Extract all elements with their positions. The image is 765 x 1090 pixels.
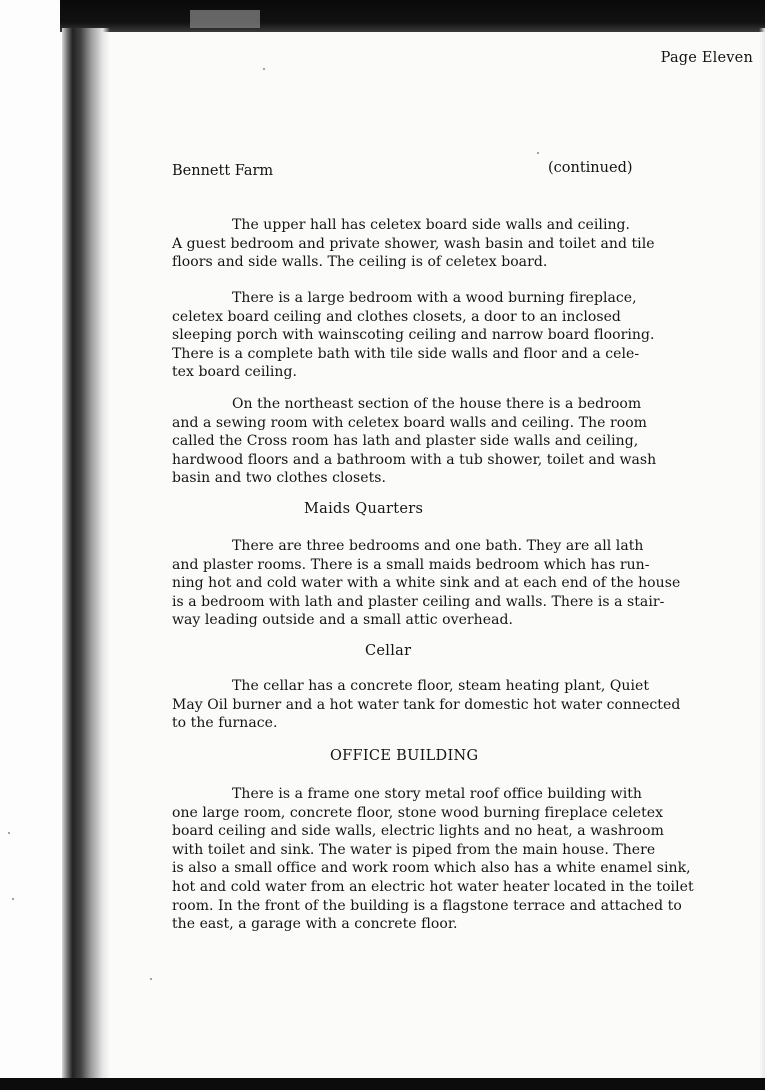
text-line: There are three bedrooms and one bath. They are all lath <box>232 538 644 554</box>
text-line: floors and side walls. The ceiling is of celetex board. <box>172 254 548 271</box>
page-number: Page Eleven <box>660 50 753 66</box>
text-line: and a sewing room with celetex board walls and ceiling. The room <box>172 414 647 431</box>
text-line: The upper hall has celetex board side walls and ceiling. <box>232 217 631 233</box>
text-line: basin and two clothes closets. <box>172 470 386 487</box>
text-line: hot and cold water from an electric hot water heater located in the toilet <box>172 878 694 895</box>
paragraph-cellar <box>172 677 762 733</box>
subheading-maids-quarters: Maids Quarters <box>304 501 424 517</box>
text-line: the east, a garage with a concrete floor. <box>172 916 458 933</box>
text-line: celetex board ceiling and clothes closets, a door to an inclosed <box>172 308 621 325</box>
text-line: hardwood floors and a bathroom with a tub shower, toilet and wash <box>172 451 657 468</box>
text-line: called the Cross room has lath and plaster side walls and ceiling, <box>172 433 639 450</box>
text-line: and plaster rooms. There is a small maids bedroom which has run- <box>172 556 650 573</box>
text-line: one large room, concrete floor, stone wood burning fireplace celetex <box>172 804 664 821</box>
paragraph-large-bedroom <box>172 289 762 382</box>
text-line: room. In the front of the building is a flagstone terrace and attached to <box>172 897 682 914</box>
scan-speck <box>12 898 14 900</box>
text-line: ning hot and cold water with a white sink and at each end of the house <box>172 575 681 592</box>
scan-speck <box>537 152 539 154</box>
text-line: There is a complete bath with tile side walls and floor and a cele- <box>172 345 640 362</box>
scan-top-edge <box>60 0 765 32</box>
scan-binding-shadow <box>62 28 110 1080</box>
paragraph-maids-quarters <box>172 537 762 630</box>
paragraph-upper-hall <box>172 216 762 272</box>
text-line: with toilet and sink. The water is piped from the main house. There <box>172 841 656 858</box>
scan-margin <box>0 0 62 1090</box>
text-line: way leading outside and a small attic overhead. <box>172 612 513 629</box>
subheading-office-building: OFFICE BUILDING <box>330 748 479 764</box>
text-line: On the northeast section of the house there is a bedroom <box>232 396 642 412</box>
scan-speck <box>150 978 152 980</box>
text-line: board ceiling and side walls, electric lights and no heat, a washroom <box>172 823 664 840</box>
scan-smudge <box>190 10 260 28</box>
paragraph-office-building <box>172 785 762 934</box>
scan-speck <box>8 832 10 834</box>
text-line: is a bedroom with lath and plaster ceiling and walls. There is a stair- <box>172 593 665 610</box>
scan-speck <box>263 68 265 70</box>
text-line: May Oil burner and a hot water tank for domestic hot water connected <box>172 696 681 713</box>
text-line: sleeping porch with wainscoting ceiling and narrow board flooring. <box>172 327 655 344</box>
paragraph-northeast-section <box>172 395 762 488</box>
text-line: is also a small office and work room which also has a white enamel sink, <box>172 860 691 877</box>
text-line: The cellar has a concrete floor, steam heating plant, Quiet <box>232 678 650 694</box>
text-line: There is a frame one story metal roof office building with <box>232 786 642 802</box>
text-line: tex board ceiling. <box>172 364 297 381</box>
text-line: There is a large bedroom with a wood burning fireplace, <box>232 290 637 306</box>
text-line: to the furnace. <box>172 715 278 732</box>
subheading-cellar: Cellar <box>365 643 412 659</box>
scan-bottom-edge <box>0 1078 765 1090</box>
text-line: A guest bedroom and private shower, wash basin and toilet and tile <box>172 235 655 252</box>
heading-title: Bennett Farm <box>172 163 274 179</box>
heading-continued: (continued) <box>548 160 633 176</box>
